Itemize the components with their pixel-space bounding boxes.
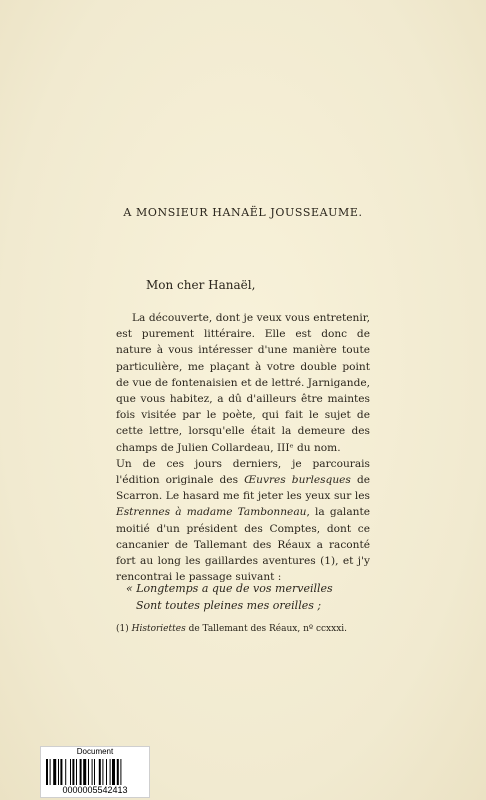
paragraph-2-italic-2: Estrennes à madame Tambonneau (116, 506, 307, 519)
document-stamp (40, 746, 150, 798)
barcode-bar (112, 759, 115, 785)
footnote-marker: (1) (116, 624, 129, 634)
verse-line-2: Sont toutes pleines mes oreilles ; (136, 599, 322, 612)
barcode-bar (72, 759, 74, 785)
barcode-bar (70, 759, 71, 785)
barcode-bar (76, 759, 77, 785)
barcode-bar (46, 759, 48, 785)
paragraph-2-part-3: , la galante moitié d'un président des Comptes, dont ce cancanier de Tallemant des Réaux a raconté fort au long les gaillardes aventures (1), et j'y rencontrai le passage suivant : (116, 506, 370, 584)
dedication-heading: A MONSIEUR HANAËL JOUSSEAUME. (123, 206, 363, 219)
letter-body (116, 310, 370, 585)
barcode-bar (106, 759, 107, 785)
barcode-bar (50, 759, 51, 785)
barcode-bar (60, 759, 62, 785)
paragraph-1: La découverte, dont je veux vous entretenir, est purement littéraire. Elle est donc de nature à vous intéresser d'une manière toute particulière, me plaçant à votre double point de vue de fontenaisien et de lettré. Jarnigande, que vous habitez, a dû d'ailleurs être maintes fois visitée par le poète, qui fait le sujet de cette lettre, lorsqu'elle était la demeure des champs de Julien Collardeau, IIIᵉ du nom. (116, 312, 370, 454)
footnote-text: de Tallemant des Réaux, nº ccxxxi. (185, 624, 348, 634)
barcode-bar (88, 759, 89, 785)
barcode-bar (58, 759, 59, 785)
barcode-bar (94, 759, 95, 785)
barcode-bar (83, 759, 86, 785)
barcode-bar (102, 759, 103, 785)
barcode-bar (99, 759, 101, 785)
paragraph-2-part-2: de Scarron. Le hasard me fit jeter les yeux sur les (116, 474, 370, 503)
verse-quote (126, 580, 333, 614)
stamp-label: Document (76, 747, 114, 756)
footnote-italic: Historiettes (131, 624, 186, 634)
paragraph-2 (116, 456, 370, 586)
footnote (116, 624, 347, 634)
barcode-icon (45, 759, 145, 785)
barcode-bar (120, 759, 121, 785)
barcode-bar (117, 759, 119, 785)
barcode-bar (80, 759, 82, 785)
barcode-bar (110, 759, 111, 785)
paragraph-2-italic-1: Œuvres burlesques (244, 474, 351, 487)
barcode-bar (92, 759, 93, 785)
salutation: Mon cher Hanaël, (146, 278, 256, 292)
verse-line-1: « Longtemps a que de vos merveilles (126, 582, 333, 595)
barcode-bar (65, 759, 66, 785)
paragraph-2-part-1: Un de ces jours derniers, je parcourais l'édition originale des (116, 457, 370, 487)
stamp-number: 0000005542413 (62, 785, 128, 795)
barcode-bar (53, 759, 56, 785)
